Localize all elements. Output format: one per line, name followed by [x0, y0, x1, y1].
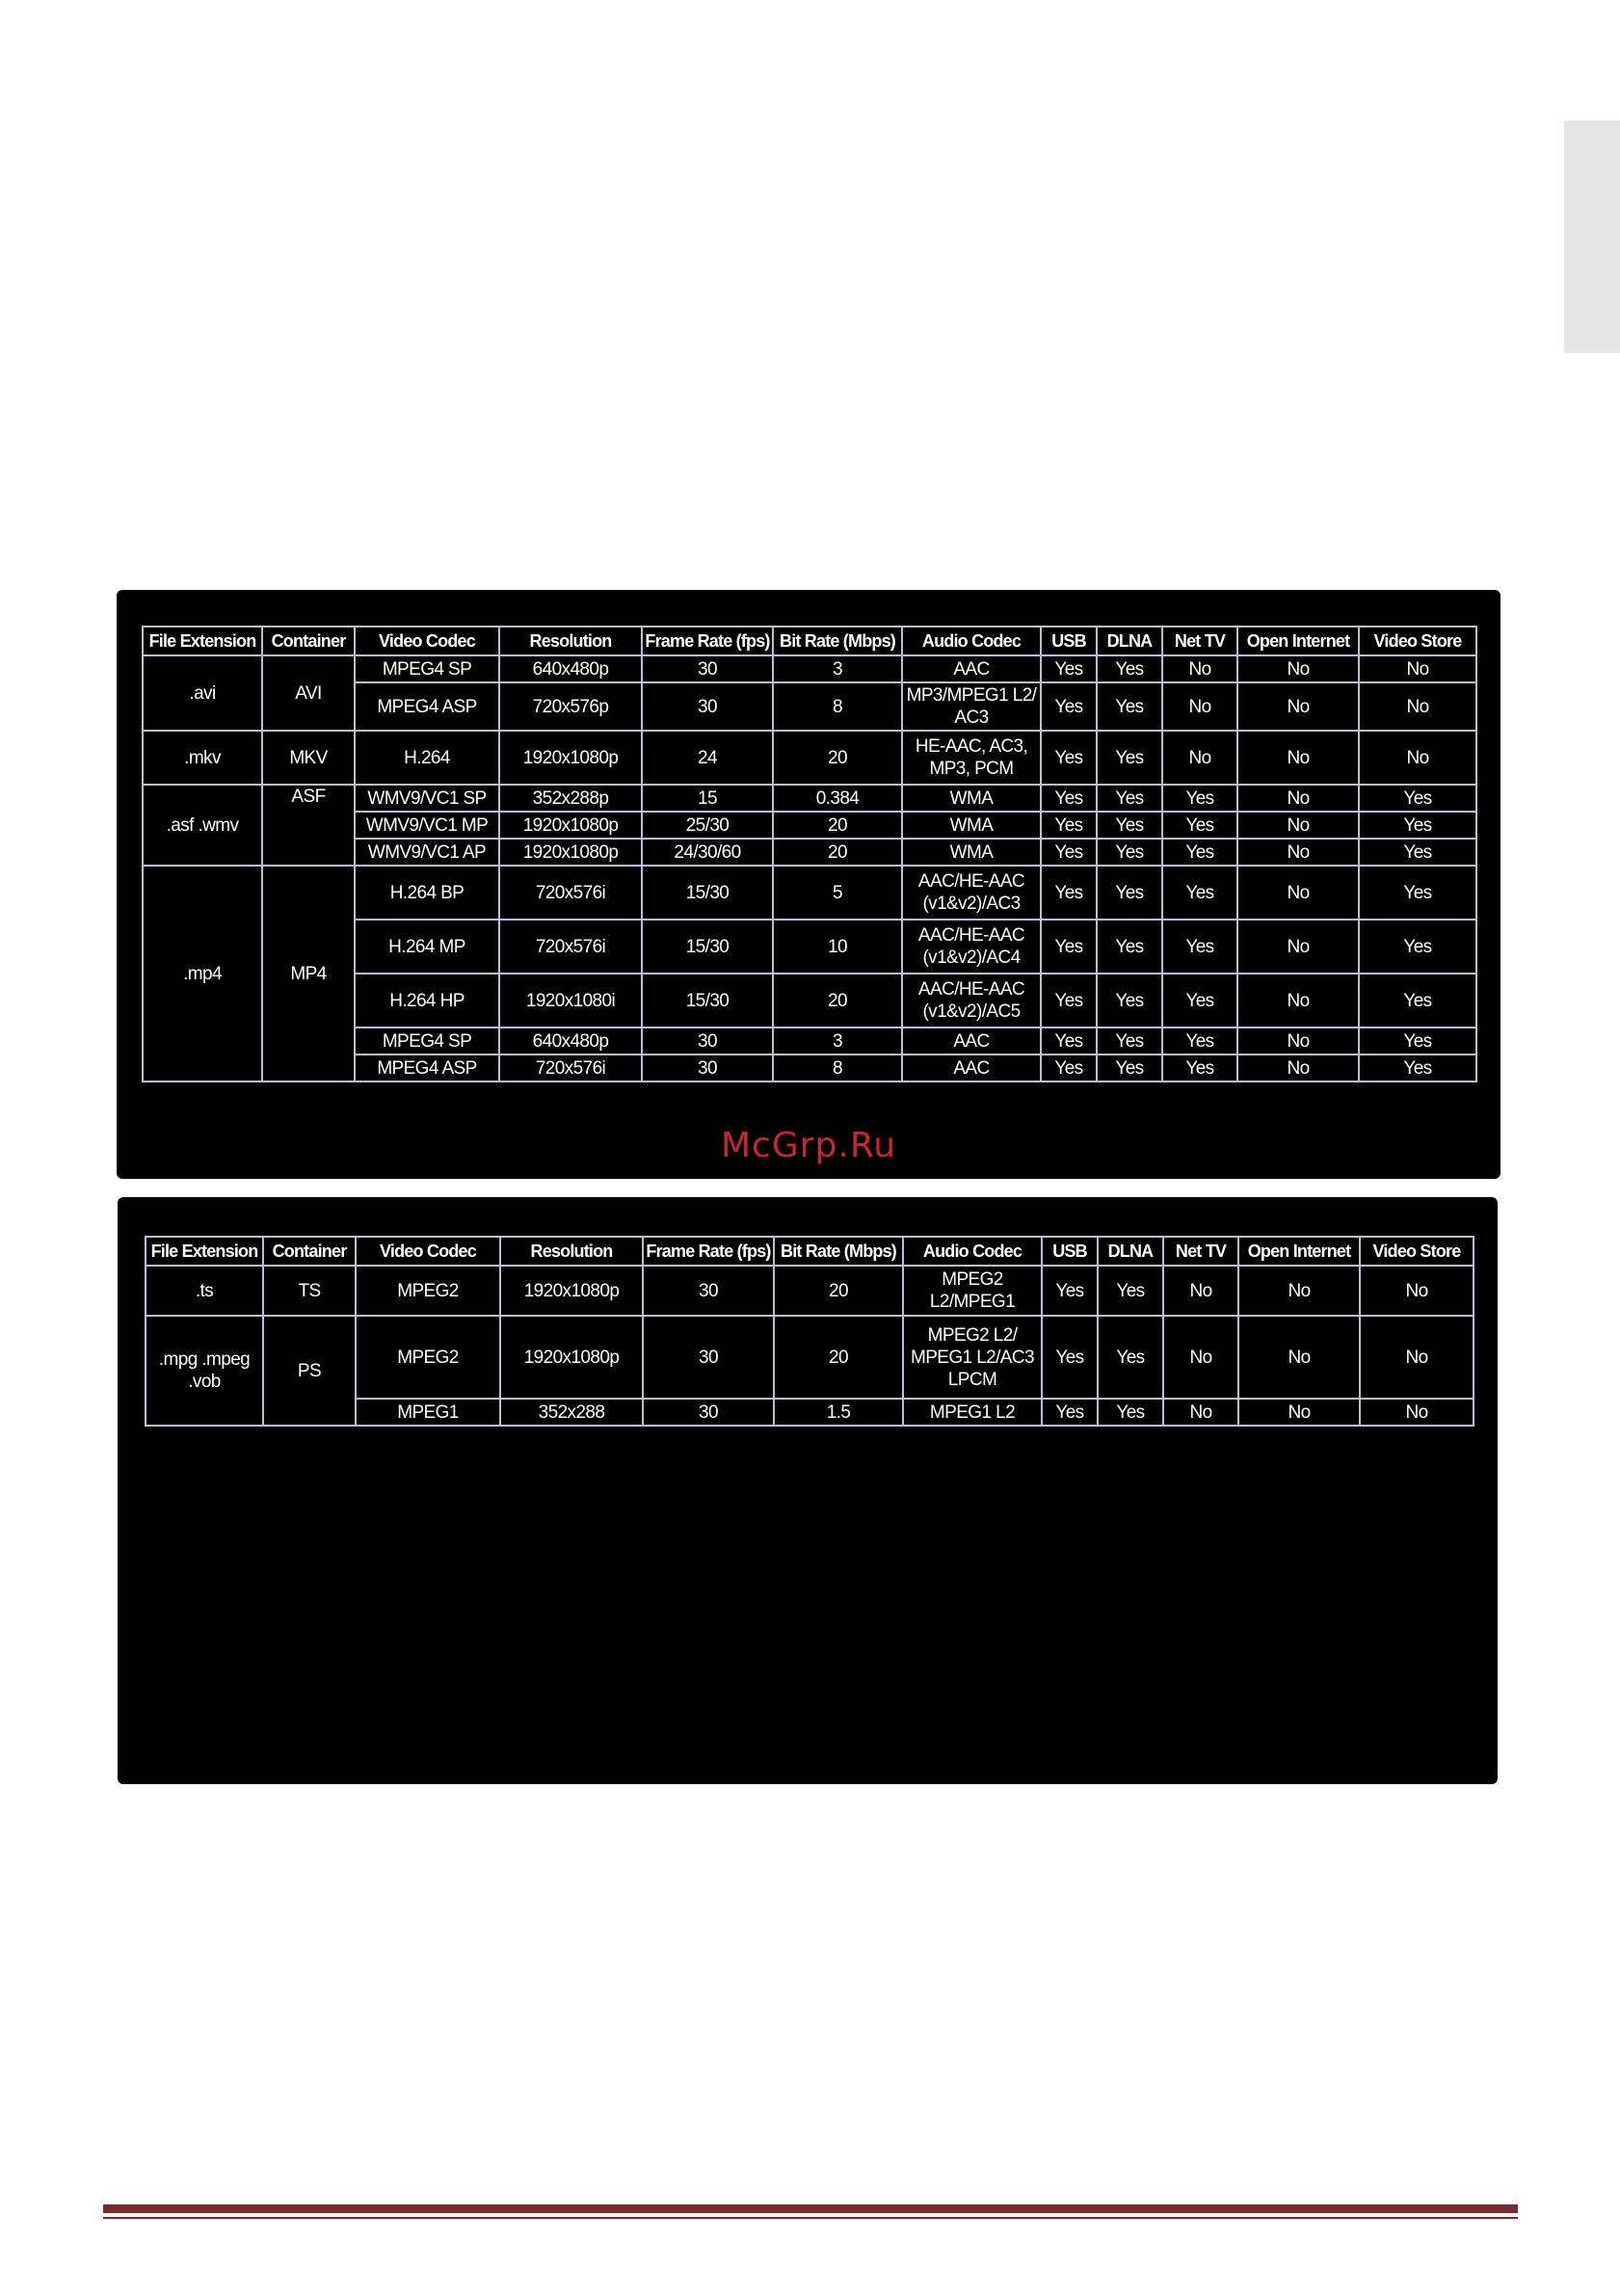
open-internet-cell: No — [1237, 1028, 1359, 1055]
frame-rate-cell: 30 — [642, 682, 773, 731]
header-row — [146, 1237, 1474, 1266]
dlna-cell: Yes — [1097, 866, 1162, 920]
net-tv-cell: No — [1163, 1399, 1238, 1426]
video-store-cell: No — [1360, 1266, 1474, 1316]
video-store-cell: No — [1359, 682, 1476, 731]
video-store-cell: Yes — [1359, 974, 1476, 1028]
open-internet-cell: No — [1237, 866, 1359, 920]
header-dlna: DLNA — [1098, 1237, 1163, 1266]
video-codec-cell: MPEG2 — [356, 1316, 500, 1399]
header-container: Container — [262, 627, 355, 655]
audio-codec-cell: MPEG2 L2/ MPEG1 L2/AC3 LPCM — [903, 1316, 1042, 1399]
file-extension-cell: .mp4 — [143, 866, 262, 1081]
header-video-codec: Video Codec — [356, 1237, 500, 1266]
audio-codec-cell: AAC — [902, 1028, 1041, 1055]
footer-rule-thin — [103, 2217, 1518, 2219]
net-tv-cell: Yes — [1162, 974, 1237, 1028]
header-open-internet: Open Internet — [1238, 1237, 1360, 1266]
usb-cell: Yes — [1042, 1399, 1098, 1426]
open-internet-cell: No — [1238, 1399, 1360, 1426]
format-panel-2 — [118, 1197, 1498, 1784]
resolution-cell: 1920x1080i — [499, 974, 642, 1028]
net-tv-cell: No — [1162, 682, 1237, 731]
bit-rate-cell: 8 — [773, 682, 902, 731]
container-cell: PS — [263, 1316, 356, 1426]
table-row — [146, 1316, 1474, 1399]
resolution-cell: 1920x1080p — [500, 1316, 643, 1399]
video-codec-cell: WMV9/VC1 MP — [355, 812, 499, 839]
video-codec-cell: H.264 — [355, 731, 499, 785]
audio-codec-cell: WMA — [902, 839, 1041, 866]
frame-rate-cell: 15/30 — [642, 866, 773, 920]
header-usb: USB — [1041, 627, 1097, 655]
header-net-tv: Net TV — [1162, 627, 1237, 655]
video-store-cell: Yes — [1359, 839, 1476, 866]
bit-rate-cell: 8 — [773, 1055, 902, 1081]
dlna-cell: Yes — [1098, 1399, 1163, 1426]
video-store-cell: No — [1360, 1316, 1474, 1399]
container-cell: MKV — [262, 731, 355, 785]
open-internet-cell: No — [1238, 1316, 1360, 1399]
usb-cell: Yes — [1042, 1316, 1098, 1399]
header-video-store: Video Store — [1359, 627, 1476, 655]
header-frame-rate: Frame Rate (fps) — [642, 627, 773, 655]
open-internet-cell: No — [1237, 682, 1359, 731]
open-internet-cell: No — [1237, 655, 1359, 682]
header-resolution: Resolution — [500, 1237, 643, 1266]
dlna-cell: Yes — [1097, 655, 1162, 682]
frame-rate-cell: 15/30 — [642, 974, 773, 1028]
bit-rate-cell: 1.5 — [774, 1399, 903, 1426]
video-codec-cell: MPEG2 — [356, 1266, 500, 1316]
dlna-cell: Yes — [1097, 812, 1162, 839]
net-tv-cell: Yes — [1162, 812, 1237, 839]
audio-codec-cell: AAC — [902, 655, 1041, 682]
usb-cell: Yes — [1041, 731, 1097, 785]
table-2-body — [146, 1266, 1474, 1426]
video-codec-cell: MPEG1 — [356, 1399, 500, 1426]
resolution-cell: 1920x1080p — [499, 812, 642, 839]
resolution-cell: 352x288 — [500, 1399, 643, 1426]
audio-codec-cell: AAC/HE-AAC (v1&v2)/AC4 — [902, 920, 1041, 974]
header-audio-codec: Audio Codec — [902, 627, 1041, 655]
table-row — [146, 1266, 1474, 1316]
usb-cell: Yes — [1041, 785, 1097, 812]
bit-rate-cell: 20 — [774, 1266, 903, 1316]
file-extension-cell: .ts — [146, 1266, 263, 1316]
dlna-cell: Yes — [1097, 731, 1162, 785]
dlna-cell: Yes — [1097, 785, 1162, 812]
video-codec-cell: WMV9/VC1 SP — [355, 785, 499, 812]
table-1-body — [143, 655, 1476, 1081]
header-usb: USB — [1042, 1237, 1098, 1266]
dlna-cell: Yes — [1097, 1028, 1162, 1055]
video-store-cell: Yes — [1359, 1055, 1476, 1081]
video-store-cell: Yes — [1359, 812, 1476, 839]
table-row — [143, 655, 1476, 682]
video-store-cell: No — [1359, 655, 1476, 682]
frame-rate-cell: 30 — [643, 1316, 774, 1399]
usb-cell: Yes — [1041, 1028, 1097, 1055]
video-format-table-2 — [145, 1236, 1474, 1427]
frame-rate-cell: 30 — [642, 1055, 773, 1081]
resolution-cell: 640x480p — [499, 655, 642, 682]
container-cell: MP4 — [262, 866, 355, 1081]
bit-rate-cell: 20 — [773, 974, 902, 1028]
video-codec-cell: MPEG4 SP — [355, 655, 499, 682]
net-tv-cell: Yes — [1162, 866, 1237, 920]
bit-rate-cell: 10 — [773, 920, 902, 974]
net-tv-cell: No — [1163, 1266, 1238, 1316]
frame-rate-cell: 30 — [642, 1028, 773, 1055]
file-extension-cell: .avi — [143, 655, 262, 731]
frame-rate-cell: 15/30 — [642, 920, 773, 974]
video-store-cell: Yes — [1359, 920, 1476, 974]
video-codec-cell: H.264 MP — [355, 920, 499, 974]
net-tv-cell: Yes — [1162, 920, 1237, 974]
file-extension-cell: .asf .wmv — [143, 785, 262, 866]
video-codec-cell: H.264 HP — [355, 974, 499, 1028]
video-store-cell: Yes — [1359, 866, 1476, 920]
usb-cell: Yes — [1041, 1055, 1097, 1081]
header-audio-codec: Audio Codec — [903, 1237, 1042, 1266]
resolution-cell: 352x288p — [499, 785, 642, 812]
audio-codec-cell: AAC — [902, 1055, 1041, 1081]
audio-codec-cell: WMA — [902, 785, 1041, 812]
resolution-cell: 640x480p — [499, 1028, 642, 1055]
resolution-cell: 1920x1080p — [499, 731, 642, 785]
open-internet-cell: No — [1238, 1266, 1360, 1316]
video-format-table-1 — [142, 626, 1477, 1082]
header-row — [143, 627, 1476, 655]
audio-codec-cell: AAC/HE-AAC (v1&v2)/AC3 — [902, 866, 1041, 920]
net-tv-cell: Yes — [1162, 839, 1237, 866]
frame-rate-cell: 25/30 — [642, 812, 773, 839]
usb-cell: Yes — [1042, 1266, 1098, 1316]
usb-cell: Yes — [1041, 655, 1097, 682]
audio-codec-cell: MP3/MPEG1 L2/ AC3 — [902, 682, 1041, 731]
net-tv-cell: No — [1162, 731, 1237, 785]
bit-rate-cell: 20 — [773, 812, 902, 839]
watermark: McGrp.Ru — [720, 1126, 897, 1165]
header-file-extension: File Extension — [146, 1237, 263, 1266]
header-net-tv: Net TV — [1163, 1237, 1238, 1266]
table-row — [143, 785, 1476, 812]
bit-rate-cell: 5 — [773, 866, 902, 920]
audio-codec-cell: MPEG1 L2 — [903, 1399, 1042, 1426]
dlna-cell: Yes — [1098, 1316, 1163, 1399]
header-video-codec: Video Codec — [355, 627, 499, 655]
video-codec-cell: MPEG4 ASP — [355, 682, 499, 731]
frame-rate-cell: 30 — [643, 1399, 774, 1426]
dlna-cell: Yes — [1098, 1266, 1163, 1316]
dlna-cell: Yes — [1097, 974, 1162, 1028]
header-container: Container — [263, 1237, 356, 1266]
table-2-header — [146, 1237, 1474, 1266]
header-file-extension: File Extension — [143, 627, 262, 655]
audio-codec-cell: WMA — [902, 812, 1041, 839]
header-bit-rate: Bit Rate (Mbps) — [774, 1237, 903, 1266]
frame-rate-cell: 24 — [642, 731, 773, 785]
net-tv-cell: Yes — [1162, 1055, 1237, 1081]
bit-rate-cell: 20 — [773, 731, 902, 785]
bit-rate-cell: 0.384 — [773, 785, 902, 812]
usb-cell: Yes — [1041, 974, 1097, 1028]
format-panel-1 — [117, 590, 1500, 1179]
usb-cell: Yes — [1041, 839, 1097, 866]
usb-cell: Yes — [1041, 682, 1097, 731]
open-internet-cell: No — [1237, 731, 1359, 785]
container-cell: TS — [263, 1266, 356, 1316]
bit-rate-cell: 20 — [773, 839, 902, 866]
container-cell: ASF — [262, 785, 355, 866]
net-tv-cell: No — [1163, 1316, 1238, 1399]
dlna-cell: Yes — [1097, 920, 1162, 974]
audio-codec-cell: AAC/HE-AAC (v1&v2)/AC5 — [902, 974, 1041, 1028]
audio-codec-cell: MPEG2 L2/MPEG1 — [903, 1266, 1042, 1316]
bit-rate-cell: 20 — [774, 1316, 903, 1399]
container-cell: AVI — [262, 655, 355, 731]
net-tv-cell: Yes — [1162, 1028, 1237, 1055]
video-codec-cell: MPEG4 ASP — [355, 1055, 499, 1081]
resolution-cell: 720x576p — [499, 682, 642, 731]
dlna-cell: Yes — [1097, 1055, 1162, 1081]
resolution-cell: 720x576i — [499, 866, 642, 920]
frame-rate-cell: 24/30/60 — [642, 839, 773, 866]
resolution-cell: 720x576i — [499, 920, 642, 974]
footer-rule — [103, 2204, 1518, 2213]
video-codec-cell: WMV9/VC1 AP — [355, 839, 499, 866]
net-tv-cell: Yes — [1162, 785, 1237, 812]
video-store-cell: Yes — [1359, 1028, 1476, 1055]
file-extension-cell: .mkv — [143, 731, 262, 785]
frame-rate-cell: 15 — [642, 785, 773, 812]
usb-cell: Yes — [1041, 920, 1097, 974]
usb-cell: Yes — [1041, 812, 1097, 839]
bit-rate-cell: 3 — [773, 1028, 902, 1055]
bit-rate-cell: 3 — [773, 655, 902, 682]
video-store-cell: No — [1360, 1399, 1474, 1426]
file-extension-cell: .mpg .mpeg .vob — [146, 1316, 263, 1426]
video-codec-cell: H.264 BP — [355, 866, 499, 920]
video-store-cell: Yes — [1359, 785, 1476, 812]
header-video-store: Video Store — [1360, 1237, 1474, 1266]
open-internet-cell: No — [1237, 785, 1359, 812]
header-bit-rate: Bit Rate (Mbps) — [773, 627, 902, 655]
dlna-cell: Yes — [1097, 839, 1162, 866]
header-resolution: Resolution — [499, 627, 642, 655]
net-tv-cell: No — [1162, 655, 1237, 682]
usb-cell: Yes — [1041, 866, 1097, 920]
audio-codec-cell: HE-AAC, AC3, MP3, PCM — [902, 731, 1041, 785]
open-internet-cell: No — [1237, 920, 1359, 974]
resolution-cell: 1920x1080p — [499, 839, 642, 866]
frame-rate-cell: 30 — [643, 1266, 774, 1316]
open-internet-cell: No — [1237, 812, 1359, 839]
header-open-internet: Open Internet — [1237, 627, 1359, 655]
open-internet-cell: No — [1237, 974, 1359, 1028]
frame-rate-cell: 30 — [642, 655, 773, 682]
resolution-cell: 1920x1080p — [500, 1266, 643, 1316]
header-dlna: DLNA — [1097, 627, 1162, 655]
table-row — [143, 866, 1476, 920]
table-row — [143, 731, 1476, 785]
side-tab — [1564, 120, 1620, 353]
open-internet-cell: No — [1237, 839, 1359, 866]
resolution-cell: 720x576i — [499, 1055, 642, 1081]
header-frame-rate: Frame Rate (fps) — [643, 1237, 774, 1266]
video-store-cell: No — [1359, 731, 1476, 785]
dlna-cell: Yes — [1097, 682, 1162, 731]
open-internet-cell: No — [1237, 1055, 1359, 1081]
table-1-header — [143, 627, 1476, 655]
video-codec-cell: MPEG4 SP — [355, 1028, 499, 1055]
